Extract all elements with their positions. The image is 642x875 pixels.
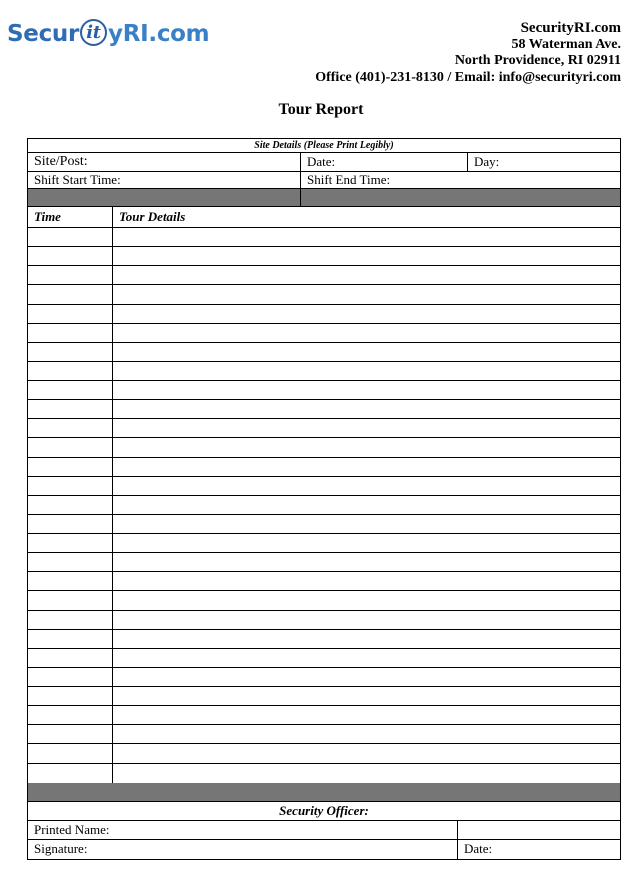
log-time-cell[interactable] [28,438,113,456]
log-details-cell[interactable] [113,611,620,629]
log-details-cell[interactable] [113,630,620,648]
log-row [28,228,620,247]
company-city: North Providence, RI 02911 [454,53,621,68]
security-officer-heading: Security Officer: [279,802,369,818]
log-row [28,706,620,725]
signature-field[interactable]: Signature: [28,840,458,859]
company-name: SecurityRI.com [520,20,621,36]
log-row [28,438,620,457]
tour-report-form [27,138,621,860]
logo-text-part2: yRI.com [108,21,210,47]
shift-times-row [28,172,620,189]
log-details-cell[interactable] [113,572,620,590]
log-details-cell[interactable] [113,247,620,265]
officer-date-field[interactable]: Date: [464,840,493,856]
day-field[interactable]: Day: [474,154,500,169]
grey-separator-band-bottom [28,783,620,802]
log-time-cell[interactable] [28,324,113,342]
grey-separator-band [28,189,620,207]
log-time-cell[interactable] [28,706,113,724]
log-time-cell[interactable] [28,381,113,399]
log-row [28,611,620,630]
log-details-cell[interactable] [113,362,620,380]
log-details-cell[interactable] [113,496,620,514]
printed-name-extra-cell[interactable] [458,821,620,839]
log-row [28,343,620,362]
log-time-cell[interactable] [28,362,113,380]
log-details-cell[interactable] [113,591,620,609]
signature-row [28,840,620,859]
log-time-cell[interactable] [28,572,113,590]
log-details-cell[interactable] [113,764,620,783]
log-details-cell[interactable] [113,706,620,724]
log-time-cell[interactable] [28,744,113,762]
log-row [28,477,620,496]
log-time-cell[interactable] [28,630,113,648]
log-time-cell[interactable] [28,343,113,361]
page-title: Tour Report [278,101,364,118]
log-details-cell[interactable] [113,324,620,342]
log-header-row [28,207,620,228]
log-details-cell[interactable] [113,458,620,476]
company-address-block [315,20,621,86]
log-time-cell[interactable] [28,458,113,476]
log-details-cell[interactable] [113,553,620,571]
log-row [28,285,620,304]
log-details-cell[interactable] [113,343,620,361]
log-row [28,572,620,591]
log-details-cell[interactable] [113,400,620,418]
log-row [28,458,620,477]
logo-it-circle-icon: it [80,19,107,46]
log-row [28,419,620,438]
company-street: 58 Waterman Ave. [511,36,621,52]
log-row [28,496,620,515]
log-time-cell[interactable] [28,266,113,284]
site-details-heading: Site Details (Please Print Legibly) [254,140,394,151]
printed-name-field[interactable]: Printed Name: [28,821,458,839]
log-time-cell[interactable] [28,285,113,303]
log-details-cell[interactable] [113,381,620,399]
shift-end-field[interactable]: Shift End Time: [307,172,391,187]
log-row [28,381,620,400]
grey-band-right [301,189,620,206]
printed-name-row [28,821,620,840]
log-details-cell[interactable] [113,305,620,323]
shift-start-field[interactable]: Shift Start Time: [28,172,301,188]
log-time-cell[interactable] [28,400,113,418]
log-time-cell[interactable] [28,515,113,533]
log-time-cell[interactable] [28,764,113,783]
log-time-cell[interactable] [28,305,113,323]
log-time-cell[interactable] [28,725,113,743]
log-row [28,649,620,668]
log-time-cell[interactable] [28,591,113,609]
log-row [28,266,620,285]
log-row [28,305,620,324]
log-time-cell[interactable] [28,477,113,495]
site-date-row [28,153,620,172]
log-details-cell[interactable] [113,266,620,284]
company-contact: Office (401)-231-8130 / Email: info@securityri.com [315,69,621,85]
log-row [28,764,620,783]
log-details-cell[interactable] [113,285,620,303]
log-details-cell[interactable] [113,438,620,456]
tour-details-column-header: Tour Details [119,209,186,224]
log-details-cell[interactable] [113,228,620,246]
log-row [28,687,620,706]
log-row [28,668,620,687]
log-row [28,744,620,763]
log-details-cell[interactable] [113,668,620,686]
log-time-cell[interactable] [28,687,113,705]
log-row [28,534,620,553]
log-details-cell[interactable] [113,725,620,743]
site-details-heading-row [28,139,620,153]
log-row [28,362,620,381]
officer-heading-row [28,802,620,821]
log-row [28,247,620,266]
log-rows [28,228,620,783]
company-logo [7,14,209,54]
log-row [28,400,620,419]
log-row [28,515,620,534]
log-row [28,324,620,343]
grey-band-left [28,189,301,206]
log-time-cell[interactable] [28,419,113,437]
log-time-cell[interactable] [28,496,113,514]
log-time-cell[interactable] [28,668,113,686]
log-details-cell[interactable] [113,515,620,533]
date-field[interactable]: Date: [301,153,468,171]
time-column-header: Time [28,207,113,227]
log-time-cell[interactable] [28,534,113,552]
log-time-cell[interactable] [28,228,113,246]
log-time-cell[interactable] [28,611,113,629]
log-details-cell[interactable] [113,744,620,762]
log-time-cell[interactable] [28,247,113,265]
log-row [28,630,620,649]
log-row [28,553,620,572]
log-row [28,725,620,744]
site-post-field[interactable]: Site/Post: [28,153,301,171]
log-row [28,591,620,610]
log-details-cell[interactable] [113,419,620,437]
log-details-cell[interactable] [113,649,620,667]
log-time-cell[interactable] [28,553,113,571]
logo-text-part1: Secur [7,21,80,47]
log-details-cell[interactable] [113,477,620,495]
log-time-cell[interactable] [28,649,113,667]
log-details-cell[interactable] [113,534,620,552]
log-details-cell[interactable] [113,687,620,705]
